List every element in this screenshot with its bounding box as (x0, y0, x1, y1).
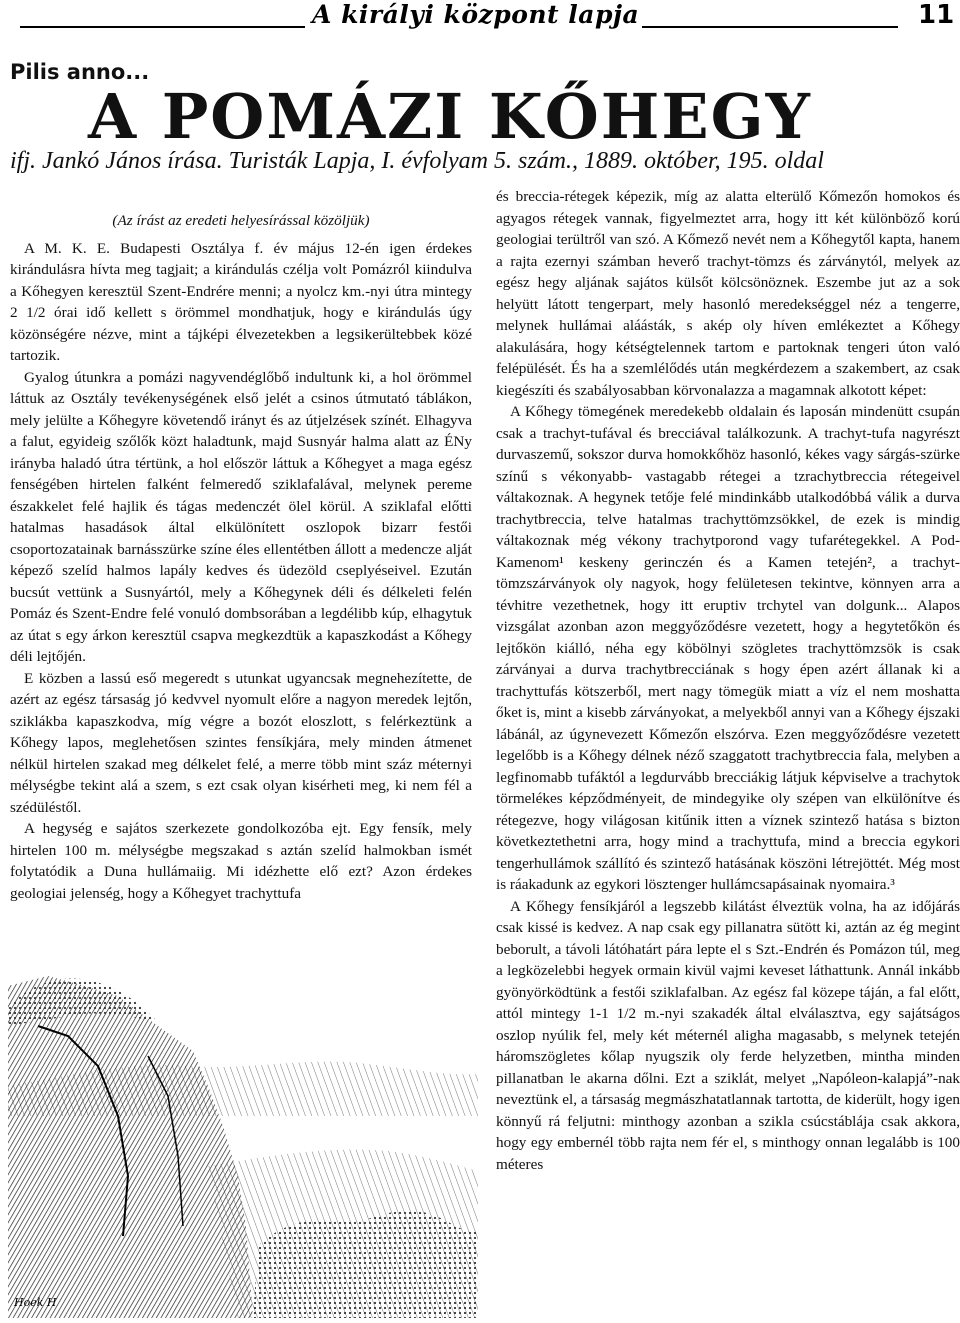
engraving-illustration (8, 966, 478, 1318)
paragraph: E közben a lassú eső megeredt s utunkat ugyancsak megnehezítette, de azért az egész társaság jó kedvvel nyomult előre a nagyon meredek lejtőn, sziklákba kapaszkodva, míg végre a bozót eloszlott, s felérkeztünk a Kőhegy lapos, meglehetősen szintes fensíkjára, mely minden átmenet nélkül hirtelen szakad meg délkelet felé, a merre több mint száz méternyi mélységbe tekint alá a szem, s ezt csak olyan kisérheti meg, ki nem fél a szédüléstől. (10, 669, 472, 816)
article-title: A POMÁZI KŐHEGY (88, 80, 812, 153)
paragraph: A Kőhegy fensíkjáról a legszebb kilátást élveztük volna, ha az időjárás csak kissé is kedvez. A nap csak egy pillanatra sütött ki, aztán az ég megint beborult, a távoli látóhatárt pára lepte el s Szt.-Endrén és Pomázon túl, meg a legközelebbi hegyek ormain kivül vajmi keveset láthattunk. Annál inkább gyönyörködtünk a festői sziklafalban. Az egész fal közepe táján, a fal előtt, attól mintegy 1-1 1/2 m.-nyi szakadék által elválasztva, egy sajátságos oszlop nyúlik fel, mely két méternél aligha magasabb, s melynek tetején háromszögletes kőlap nyugszik oly ferde helyzetben, mintha minden pillanatban le akarna dőlni. Ezt a sziklát, melyet „Napóleon-kalapjá”-nak neveztünk el, a társaság megmászhatatlannak tartotta, de kiderült, hogy igen könnyű rá feljutni: minthogy azonban a szikla csúcstáblája csak akkora, hogy egy embernél több rajta nem fér el, s minthogy onnan legalább is 100 méteres (496, 897, 960, 1173)
paragraph: A M. K. E. Budapesti Osztálya f. év május 12-én igen érdekes kirándulásra hívta meg tagjait; a kirándulás czélja volt Pomázról kiindulva a Kőhegyen keresztül Szent-Endrére menni; a nyolcz km.-nyi útra mintegy 2 1/2 órai idő kellett s örömmel mondhatjuk, hogy e kirándulás úgy közönségére nézve, mint a tájképi élvezetekben a legsikerültebbek közé tartozik. (10, 239, 472, 364)
masthead: A királyi központ lapja (312, 0, 640, 29)
right-column (496, 186, 960, 1175)
page-header (0, 0, 960, 34)
article-byline: ifj. Jankó János írása. Turisták Lapja, I. évfolyam 5. szám., 1889. október, 195. oldal (10, 148, 824, 174)
paragraph: Gyalog útunkra a pomázi nagyvendéglőbő indultunk ki, a hol örömmel láttuk az Osztály tevékenységének első jelét a csinos útmutató táblákon, mely jelülte a Kőhegyre követendő irányt és az útjelzések színét. Elhagyva a falut, egyideig szőlők közt haladtunk, majd Susnyár halma alatt az ÉNy irányba haladó útra tértünk, a hol először láttuk a Kőhegyet a maga egész fenségében hirtelen falként felmeredő sziklafalával, melynek pereme északkelet felé hajlik és tágas medenczét ölel körül. A sziklafal előtti hatalmas hasadások által elkülönített oszlopok bizarr festői csoportozatainak barnásszürke színe éles ellentétben állott a medencze alját képező szelíd halmos lapály kedves és üdezöld cseplyéseivel. Ezután bucsút vettünk a Susnyártól, mely a Kőhegynek déli és délkeleti felén Pomáz és Szent-Endre felé vonuló dombsorában a legdélibb kúp, elhagytuk az útat s egy árkon keresztül csapva megkezdtük a kapaszkodást a Kőhegy déli lejtőjén. (10, 368, 472, 665)
header-rule-right (642, 26, 898, 28)
paragraph: A hegység e sajátos szerkezete gondolkozóba ejt. Egy fensík, mely hirtelen 100 m. mélységbe megszakad s aztán szelíd halmokban ismét folytatódik a Duna hullámaiig. Mi idézhette elő ezt? Azon érdekes geologiai jelenség, hogy a Kőhegyet trachyttufa (10, 820, 472, 902)
left-column (10, 210, 472, 904)
header-rule-left (20, 26, 305, 28)
page-number: 11 (918, 0, 955, 30)
paragraph: A Kőhegy tömegének meredekebb oldalain és laposán mindenütt csupán csak a trachyt-tufával és brecciával találkozunk. A trachyt-tufa nagyrészt durvaszemű, sokszor durva homokkőhöz hasonló, kékes vagy sárgás-szürke színű s vékonyabb- vastagabb rétegei a tzrachytbreccia rétegeivel váltakoznak. A hegynek tetője felé mindinkább utalkodóbbá válik a durva trachytbreccia, telve hatalmas trachyttömzsökkel, de ezek is mindig váltakoznak még vékony trachytporond vagy tufarétegekkel. A Pod-Kamenom¹ keskeny gerinczén és a Kamen tetején², a trachyt-tömzszárványok oly nagyok, hogy felületesen tekintve, könnyen arra a tévhitre vezethetnek, hogy itt eruptiv trchytel van dolgunk... Alapos vizsgálat azonban azon meggyőződésre vezetett, hogy a hegytetőkön és lejtőkön kiálló, néha egy köbölnyi szögletes trachyttömzsök is csak zárványai a durva trachytbrecciának s hogy épen azért állanak ki a trachyttufás kötszerből, mert nagy tömegük miatt a víz el nem moshatta őket is, mint a kisebb zárványokat, a melyekből annyi van a Kőhegy éjszaki lábánál, az úgynevezett Kőmezőn elszórva. Ezen meggyőződésre vezetett legelőbb is a Kőhegy délnek néző szaggatott trachytbreccia fala, melyben a legfinomabb tufáktól a legdurvább brecciákig látjuk képviselve a trachytok törmelékes képződményeit, de mindegyike oly szépen van elkülönítve és rétegezve, hogy világosan kitűnik itten a víznek szintező hatása s bizton következtethetni arra, hogy mind a trachyttufa, mind a breccia egykori tengerhullámok szállító és szintező hatásának köszöni létrejöttét. Még most is ráakadunk az egykori lösztenger hullámcsapásainak nyomaira.³ (496, 403, 960, 893)
artist-signature: Hoek H (14, 1296, 57, 1309)
section-kicker: Pilis anno... (10, 60, 150, 84)
editor-note: (Az írást az eredeti helyesírással közöljük) (112, 212, 370, 229)
engraving-svg (8, 966, 478, 1318)
paragraph: és breccia-rétegek képezik, míg az alatta elterülő Kőmezőn homokos és agyagos rétegek vannak, figyelmeztet arra, hogy itt két különböző korú geologiai terültről van szó. A Kőmező nevét nem a Kőhegytől kapta, hanem a rajta ezernyi számban heverő trachyt-tömzs és zárványtól, melyek az egész hegy aljának sajátos külsőt kölcsönöznek. Eszembe jut az a sok helyütt látott tengerpart, mely hasonló meredekséggel néz a tengerre, melynek hullámai aláásták, s akép oly híven emlékeztet a Kőhegy alakulására, hogy kétségtelennek tartom e partoknak tengeri úton való felépülését. És ha a szemlélődés után megkérdezem a szakembert, az csak kiegészíti és szabályosabban körvonalazza a magamnak alkotott képet: (496, 188, 960, 399)
